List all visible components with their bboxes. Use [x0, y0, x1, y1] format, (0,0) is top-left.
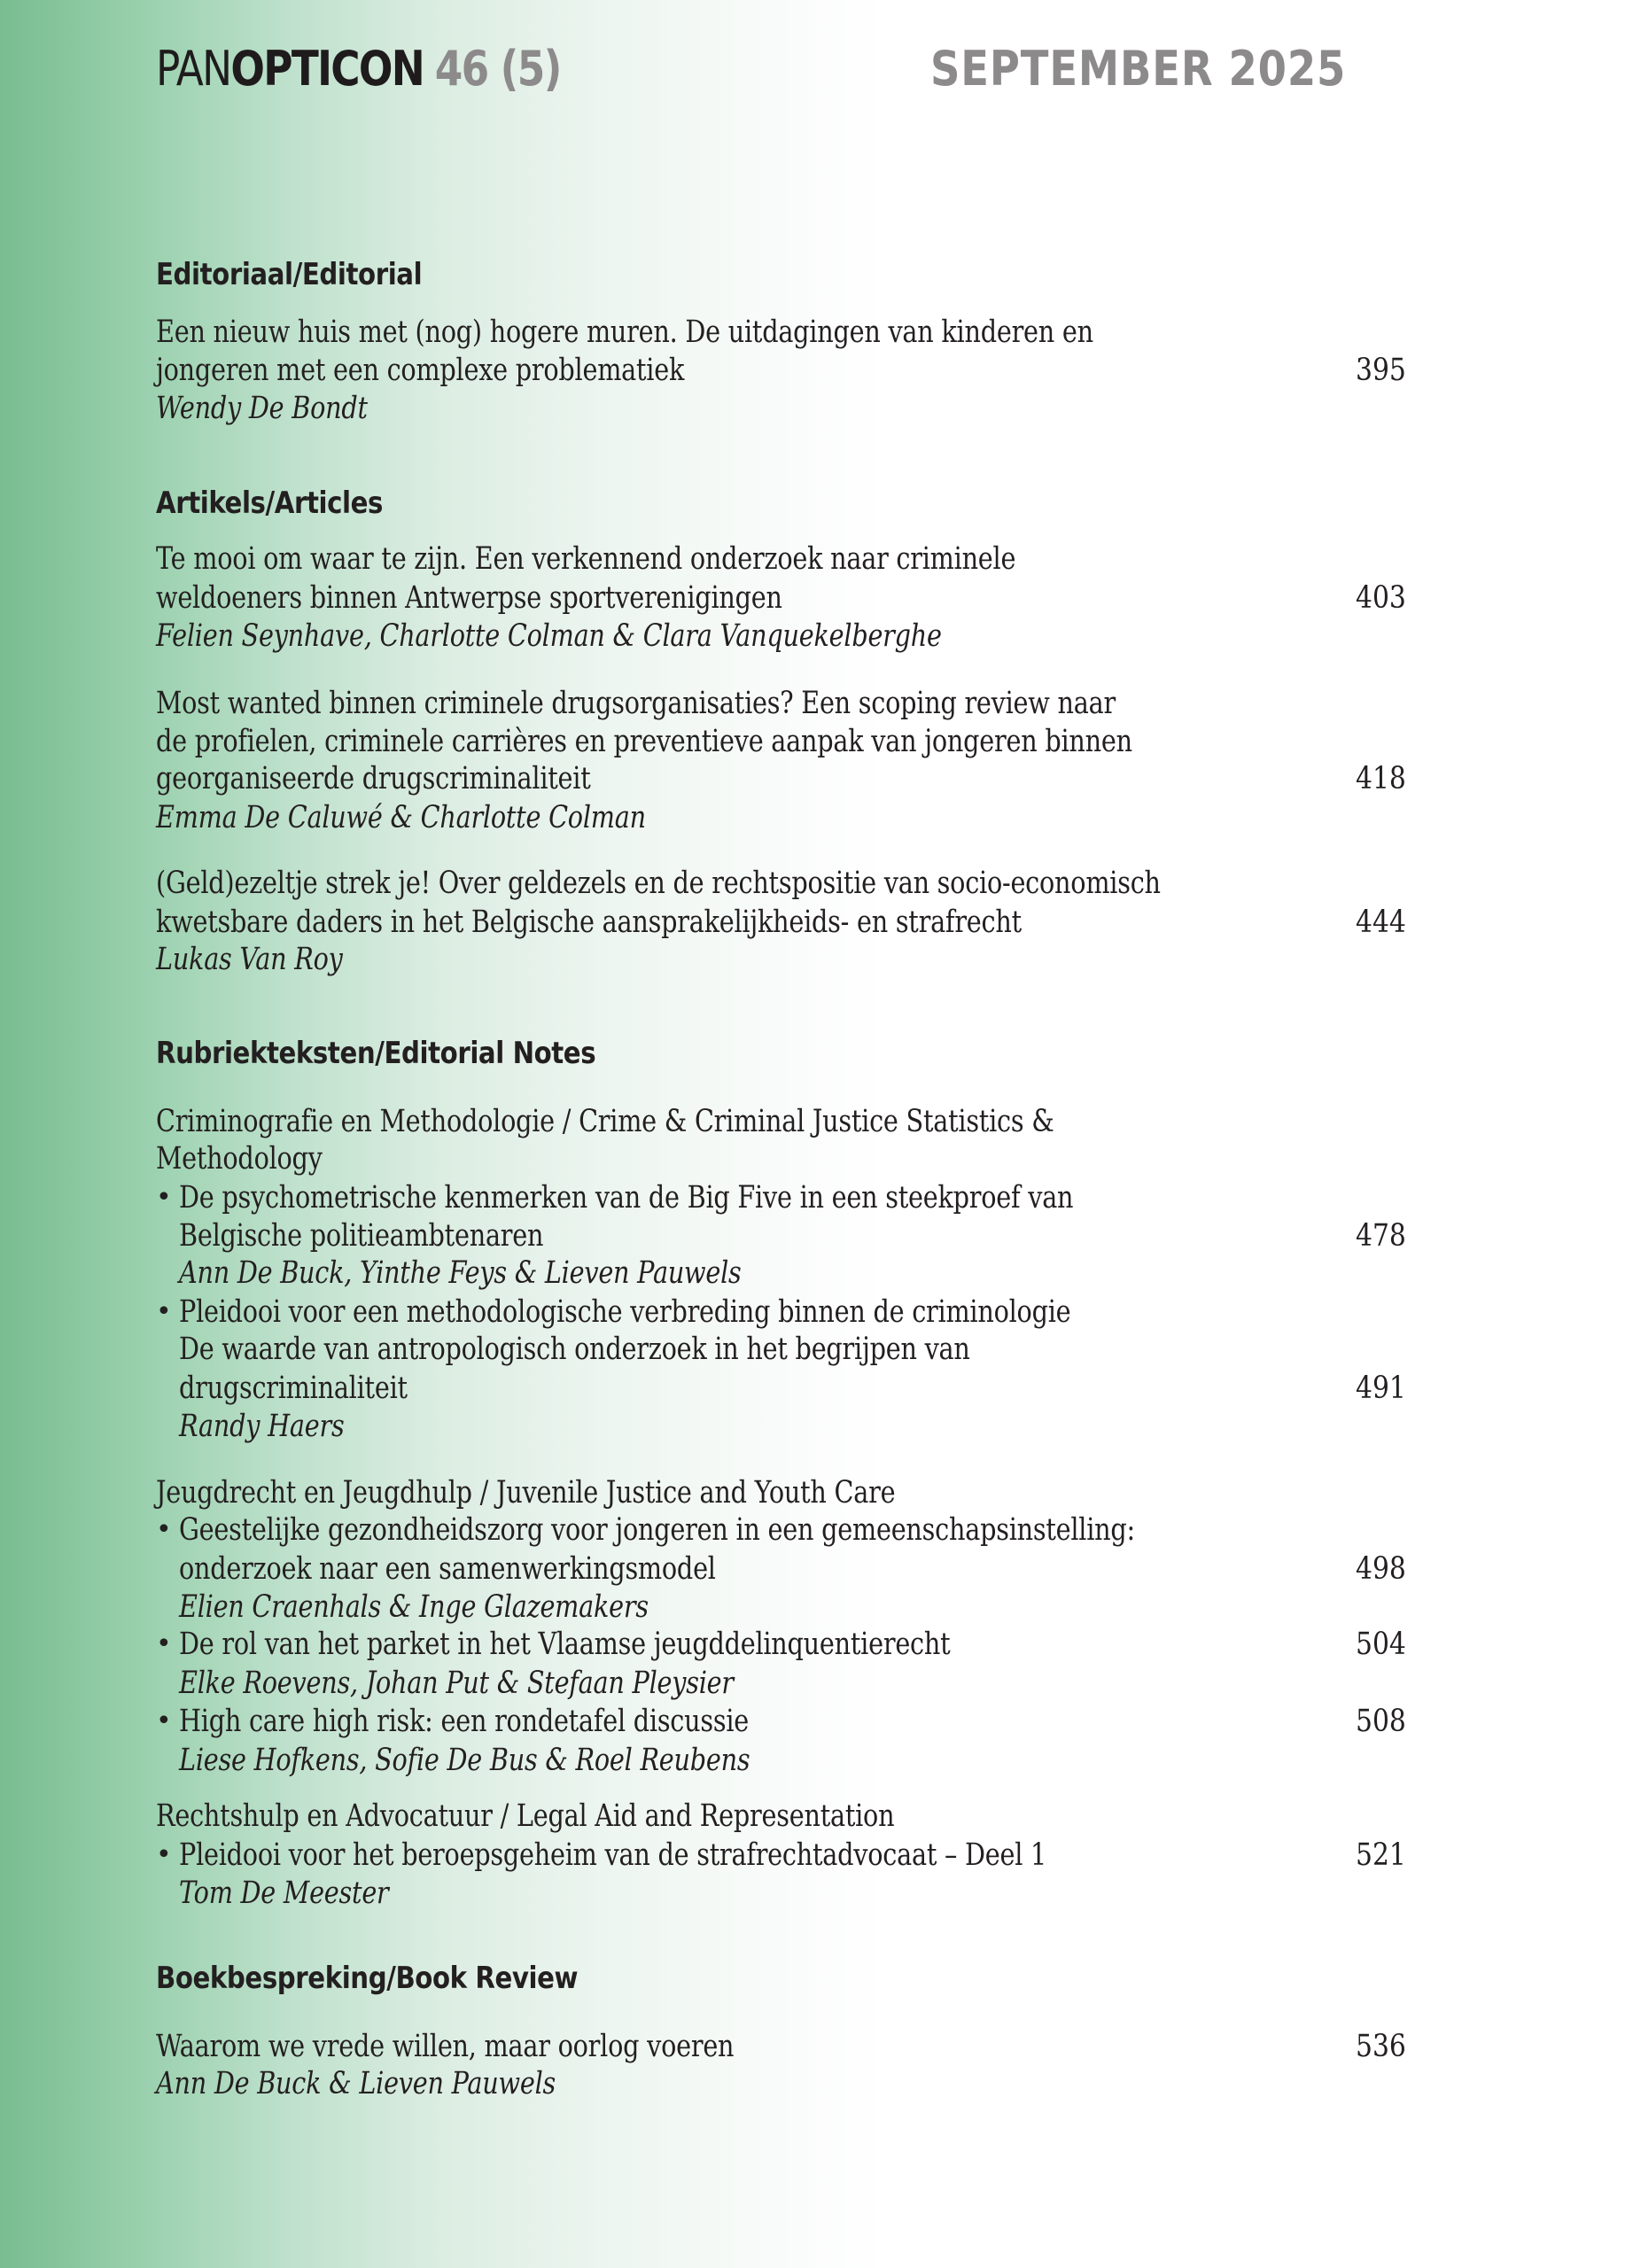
entry-title-line[interactable]: Most wanted binnen criminele drugsorganisaties? Een scoping review naar — [156, 686, 1116, 721]
page-number: 536 — [1356, 2029, 1406, 2064]
bullet-icon: • — [156, 1182, 172, 1213]
section-heading-book-review: Boekbespreking/Book Review — [156, 1961, 579, 1996]
bullet-icon: • — [156, 1628, 172, 1659]
entry-title-line[interactable]: drugscriminaliteit — [179, 1371, 408, 1406]
entry-title-line[interactable]: De rol van het parket in het Vlaamse jeugddelinquentierecht — [179, 1627, 951, 1662]
page-number: 498 — [1356, 1551, 1406, 1587]
entry-authors: Elien Craenhals & Inge Glazemakers — [179, 1589, 649, 1625]
entry-authors: Tom De Meester — [179, 1876, 389, 1911]
journal-issue: 46 (5) — [434, 41, 561, 97]
entry-title-line[interactable]: Pleidooi voor het beroepsgeheim van de strafrechtadvocaat – Deel 1 — [179, 1837, 1047, 1873]
entry-title-line[interactable]: Pleidooi voor een methodologische verbreding binnen de criminologie — [179, 1294, 1071, 1330]
entry-title-line[interactable]: onderzoek naar een samenwerkingsmodel — [179, 1551, 716, 1587]
entry-title-line[interactable]: Waarom we vrede willen, maar oorlog voeren — [156, 2029, 735, 2064]
entry-authors: Ann De Buck & Lieven Pauwels — [156, 2066, 556, 2101]
page-number: 444 — [1356, 905, 1406, 940]
page-number: 504 — [1356, 1627, 1406, 1662]
page-number: 403 — [1356, 580, 1406, 616]
journal-title — [156, 41, 561, 97]
entry-title-line[interactable]: (Geld)ezeltje strek je! Over geldezels en de rechtspositie van socio-economisch — [156, 866, 1161, 901]
entry-title-line[interactable]: de profielen, criminele carrières en preventieve aanpak van jongeren binnen — [156, 724, 1132, 759]
bullet-icon: • — [156, 1514, 172, 1545]
journal-name-rest: OPTICON — [230, 41, 424, 97]
entry-title-line[interactable]: De psychometrische kenmerken van de Big Five in een steekproef van — [179, 1180, 1074, 1216]
bullet-icon: • — [156, 1705, 172, 1736]
entry-authors: Liese Hofkens, Sofie De Bus & Roel Reubens — [179, 1743, 750, 1778]
entry-title-line[interactable]: Een nieuw huis met (nog) hogere muren. De uitdagingen van kinderen en — [156, 315, 1093, 350]
entry-title-line[interactable]: Geestelijke gezondheidszorg voor jongeren in een gemeenschapsinstelling: — [179, 1512, 1135, 1548]
page-number: 508 — [1356, 1704, 1406, 1739]
entry-title-line[interactable]: georganiseerde drugscriminaliteit — [156, 761, 591, 796]
entry-authors: Felien Seynhave, Charlotte Colman & Clara Vanquekelberghe — [156, 618, 942, 654]
entry-authors: Lukas Van Roy — [156, 942, 343, 977]
page-number: 418 — [1356, 761, 1406, 796]
bullet-icon: • — [156, 1839, 172, 1870]
entry-authors: Wendy De Bondt — [156, 391, 368, 426]
entry-title-line[interactable]: jongeren met een complexe problematiek — [156, 353, 685, 388]
page-number: 478 — [1356, 1218, 1406, 1254]
section-heading-articles: Artikels/Articles — [156, 485, 383, 521]
bullet-icon: • — [156, 1296, 172, 1327]
rubric-name: Methodology — [156, 1141, 323, 1177]
entry-title-line[interactable]: weldoeners binnen Antwerpse sportverenigingen — [156, 580, 782, 616]
journal-name-prefix: PAN — [156, 41, 231, 97]
entry-authors: Ann De Buck, Yinthe Feys & Lieven Pauwels — [179, 1255, 742, 1291]
entry-authors: Randy Haers — [179, 1409, 345, 1444]
page-number: 491 — [1356, 1371, 1406, 1406]
section-heading-editorial: Editoriaal/Editorial — [156, 257, 423, 292]
entry-title-line[interactable]: Belgische politieambtenaren — [179, 1218, 544, 1254]
section-heading-editorial-notes: Rubriekteksten/Editorial Notes — [156, 1036, 596, 1071]
entry-title-line[interactable]: De waarde van antropologisch onderzoek in het begrijpen van — [179, 1332, 970, 1367]
entry-title-line[interactable]: Te mooi om waar te zijn. Een verkennend onderzoek naar criminele — [156, 541, 1016, 577]
rubric-name: Jeugdrecht en Jeugdhulp / Juvenile Justice and Youth Care — [156, 1475, 896, 1511]
entry-authors: Elke Roevens, Johan Put & Stefaan Pleysier — [179, 1666, 734, 1701]
rubric-name: Rechtshulp en Advocatuur / Legal Aid and Representation — [156, 1798, 895, 1834]
entry-title-line[interactable]: kwetsbare daders in het Belgische aansprakelijkheids- en strafrecht — [156, 905, 1022, 940]
rubric-name: Criminografie en Methodologie / Crime & Criminal Justice Statistics & — [156, 1104, 1054, 1139]
page-number: 395 — [1356, 353, 1406, 388]
entry-authors: Emma De Caluwé & Charlotte Colman — [156, 800, 646, 835]
issue-date: SEPTEMBER 2025 — [930, 41, 1347, 97]
page-number: 521 — [1356, 1837, 1406, 1873]
entry-title-line[interactable]: High care high risk: een rondetafel discussie — [179, 1704, 750, 1739]
